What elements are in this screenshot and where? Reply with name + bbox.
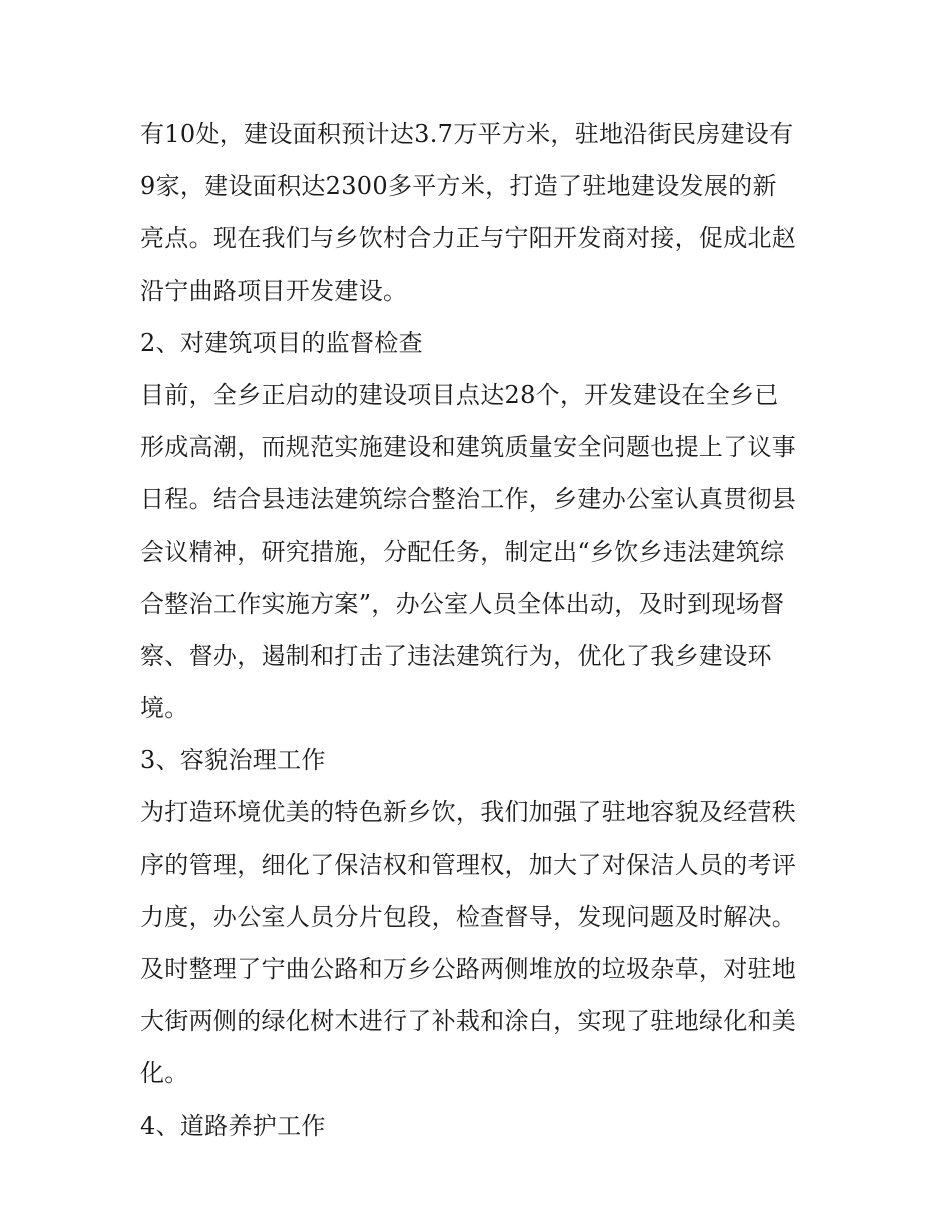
- text-line: 境。: [140, 694, 189, 723]
- text-line: 大街两侧的绿化树木进行了补栽和涂白，实现了驻地绿化和美: [140, 1007, 797, 1036]
- text-line: 察、督办，遏制和打击了违法建筑行为，优化了我乡建设环: [140, 641, 772, 670]
- text-line: 序的管理，细化了保洁权和管理权，加大了对保洁人员的考评: [140, 850, 797, 879]
- text-line: 及时整理了宁曲公路和万乡公路两侧堆放的垃圾杂草，对驻地: [140, 955, 797, 983]
- text-line: 沿宁曲路项目开发建设。: [140, 276, 408, 305]
- text-line: 力度，办公室人员分片包段，检查督导，发现问题及时解决。: [140, 902, 797, 931]
- text-line: 亮点。现在我们与乡饮村合力正与宁阳开发商对接，促成北赵: [140, 224, 797, 253]
- text-line: 目前，全乡正启动的建设项目点达28个，开发建设在全乡已: [140, 380, 779, 409]
- text-line: 有10处，建设面积预计达3.7万平方米，驻地沿街民房建设有: [140, 120, 794, 148]
- text-line: 会议精神，研究措施，分配任务，制定出“乡饮乡违法建筑综: [140, 537, 785, 566]
- section-heading: 4、道路养护工作: [140, 1111, 326, 1140]
- text-line: 日程。结合县违法建筑综合整治工作，乡建办公室认真贯彻县: [140, 485, 797, 514]
- section-heading: 2、对建筑项目的监督检查: [140, 328, 423, 357]
- document-body: [140, 108, 812, 1152]
- text-line: 化。: [140, 1059, 189, 1088]
- text-line: 为打造环境优美的特色新乡饮，我们加强了驻地容貌及经营秩: [140, 798, 797, 827]
- text-line: 合整治工作实施方案”，办公室人员全体出动，及时到现场督: [140, 589, 785, 618]
- text-line: 形成高潮，而规范实施建设和建筑质量安全问题也提上了议事: [140, 433, 797, 462]
- text-line: 9家，建设面积达2300多平方米，打造了驻地建设发展的新: [140, 172, 777, 201]
- section-heading: 3、容貌治理工作: [140, 746, 326, 775]
